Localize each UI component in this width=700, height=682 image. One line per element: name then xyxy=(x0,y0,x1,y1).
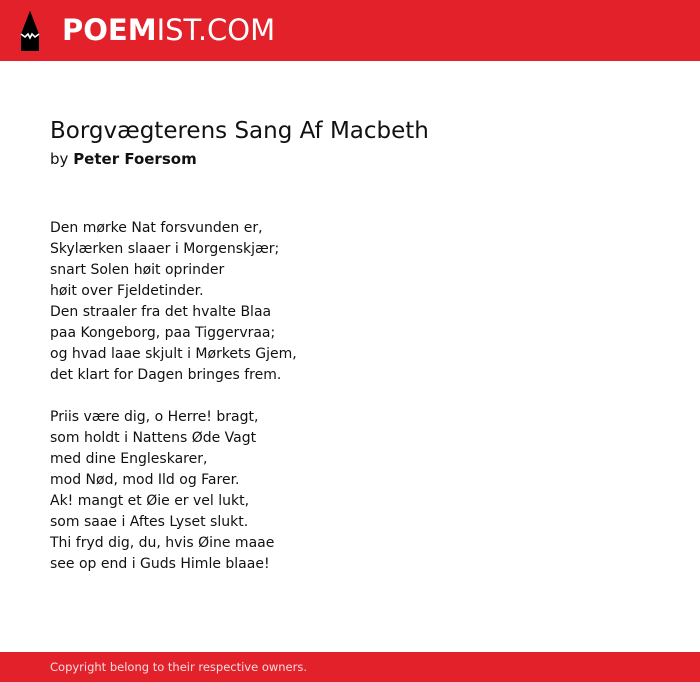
poem-line: som holdt i Nattens Øde Vagt xyxy=(50,430,257,446)
poem-line: med dine Engleskarer, xyxy=(50,451,208,467)
site-logo[interactable] xyxy=(62,13,275,47)
poem-line: som saae i Aftes Lyset slukt. xyxy=(50,514,249,530)
logo-text-bold: POEM xyxy=(62,13,157,47)
poem-line: snart Solen høit oprinder xyxy=(50,262,225,278)
poem-line: Den mørke Nat forsvunden er, xyxy=(50,220,263,236)
site-header xyxy=(0,0,700,61)
poem-line: og hvad laae skjult i Mørkets Gjem, xyxy=(50,346,297,362)
poem-line: Priis være dig, o Herre! bragt, xyxy=(50,409,259,425)
byline-prefix: by xyxy=(50,150,69,168)
byline xyxy=(50,149,197,169)
copyright-notice: Copyright belong to their respective owners. xyxy=(50,660,308,674)
poem-line: paa Kongeborg, paa Tiggervraa; xyxy=(50,325,276,341)
pencil-tip-icon[interactable] xyxy=(17,10,43,52)
poem-body xyxy=(50,218,650,596)
poem-title: Borgvægterens Sang Af Macbeth xyxy=(50,118,429,144)
poem-line: Den straaler fra det hvalte Blaa xyxy=(50,304,272,320)
poem-line: det klart for Dagen bringes frem. xyxy=(50,367,282,383)
poem-author: Peter Foersom xyxy=(73,150,197,168)
poem-line: see op end i Guds Himle blaae! xyxy=(50,556,270,572)
poem-line: Thi fryd dig, du, hvis Øine maae xyxy=(50,535,275,551)
poem-line: Skylærken slaaer i Morgenskjær; xyxy=(50,241,280,257)
logo-text-light: IST.COM xyxy=(156,13,276,47)
site-footer xyxy=(0,652,700,682)
poem-line: høit over Fjeldetinder. xyxy=(50,283,204,299)
stanza-1 xyxy=(50,218,650,386)
poem-line: Ak! mangt et Øie er vel lukt, xyxy=(50,493,250,509)
stanza-2 xyxy=(50,407,650,575)
poem-line: mod Nød, mod Ild og Farer. xyxy=(50,472,240,488)
